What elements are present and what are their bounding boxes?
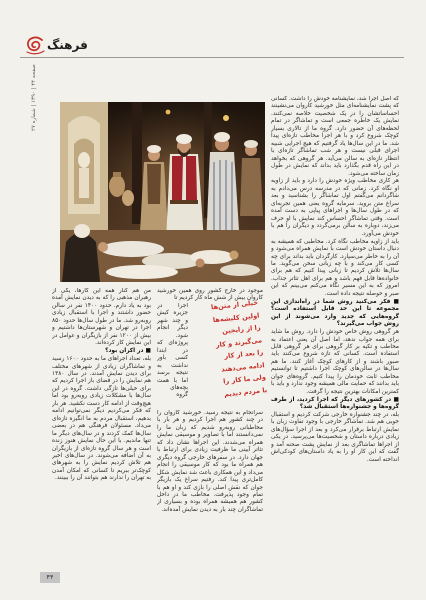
pull-quote-line: با مردم دیدیم bbox=[223, 385, 268, 399]
article-column-left bbox=[52, 288, 151, 564]
paragraph: سرانجام به نتیجه رسید. خورشید کاروان را در چند کشور هم اجرا کردیم و هر بار با مخاطبانی روبه‌رو شدیم که زبان ما را نمی‌دانستند اما با تصاویر و موسیقی نمایش همراه می‌شدند. این اجراها نشان داد که تئاتر آیینی ما ظرفیت زیادی برای ارتباط با جهان دارد. در سفرهای خارجی گروه دیگری هم همراه ما بود که کار موسیقی را انجام می‌داد و این همکاری باعث شد نمایش شکل کامل‌تری پیدا کند. رفتیم سراغ یک بازیگر جوان که نقش اصلی را بازی کند و او هم با تمام وجود پذیرفت. مخاطب ما در داخل کشور هم همیشه همراه بوده و بسیاری از تماشاگران چند بار به دیدن نمایش آمده‌اند. bbox=[157, 410, 263, 513]
pull-quote-line: خیلی از متن‌ها bbox=[210, 298, 259, 312]
stage-pillar bbox=[132, 102, 142, 224]
paragraph: که اصل اجرا شد، نمایشنامه خودش را داشت. کسانی که پشت نمایشنامه‌ای مثل خورشید کاروان می‌نشینند احساساتشان را در یک شخصیت خلاصه نمی‌کنند. نمایش یک خاطره جمعی است و تماشاگر در تمام لحظه‌های آن حضور دارد. گروه ما از تالاری بسیار کوچک شروع کرد و با هر اجرا مخاطب تازه‌ای پیدا شد. ما در این سال‌ها یاد گرفتیم که هیچ اجرایی شبیه اجرای قبلی نیست و هر شب تماشاگر تازه‌ای با انتظار تازه‌ای به سالن می‌آید. هر گروهی که بخواهد در این راه قدم بگذارد باید بداند که نمایش در طول زمان ساخته می‌شود. bbox=[271, 96, 399, 177]
paragraph: هر گروهی روش خاص خودش را دارد. روش ما شاید برای همه جواب ندهد، اما اصل آن یعنی اعتماد به مخاطب و تکیه بر کار گروهی برای هر گروهی قابل استفاده است. کسانی که تازه شروع می‌کنند باید صبور باشند و از کارهای کوچک آغاز کنند. ما هم سال‌ها در سالن‌های کوچک اجرا داشتیم تا توانستیم مخاطب ثابت خودمان را پیدا کنیم. گروه‌های جوان باید بدانند که حمایت مالی همیشه وجود ندارد و باید با کمترین امکانات بهترین نتیجه را گرفت. bbox=[271, 329, 399, 395]
interview-question: ■ در اکران بود؟ bbox=[105, 348, 151, 355]
pull-quote-line: می‌گیرند و کار bbox=[215, 335, 263, 349]
header-divider bbox=[20, 57, 404, 58]
stage-left-wall bbox=[60, 102, 108, 230]
interview-question: ■ فکر می‌کنید روش شما در راه‌اندازی این مجموعه تا این حد قابل استفاده است؟ گروه‌هایی که جدید وارد می‌شوند از این روش جواب می‌گیرند؟ bbox=[271, 298, 399, 328]
pull-quote-line: اولین کلیشه‌ها bbox=[212, 310, 260, 324]
issue-info-strip: صفحه ۴۴ | ۱۳۹۰ | شماره ۲۷ bbox=[31, 64, 37, 131]
pull-quote-line: ولی ما کار را bbox=[222, 373, 267, 386]
section-title: فرهنگ bbox=[47, 38, 88, 52]
pull-quote-line: را از رایجین bbox=[221, 323, 262, 336]
paragraph: هر کاری مخاطب ویژه خودش را دارد و باید از زاویه او نگاه کرد. زمانی که در مدرسه درس می‌دادم به شاگردانم می‌گفتم اول تماشاگر را بشناسید و بعد سراغ متن بروید. سرمایه گروه یعنی همین تجربه‌ای که در طول سال‌ها و اجراهای پیاپی به دست آمده است. وقتی تماشاگر احساس کند نمایش با او حرف می‌زند، دوباره به سالن برمی‌گردد و دیگران را هم با خودش می‌آورد. bbox=[271, 178, 399, 237]
paragraph: باید از زاویه مخاطب نگاه کرد. مخاطبی که همیشه به دنبال داستان خودش است با نمایش همراه می‌شود و آن را به خاطر می‌سپارد. کارگردان باید بداند برای چه کسی کار می‌کند و با چه زبانی سخن می‌گوید. ما سال‌ها تلاش کردیم تا زبانی پیدا کنیم که هم برای خانواده‌ها قابل فهم باشد و هم برای اهل تئاتر جذاب. امروز که به این مسیر نگاه می‌کنم می‌بینم که این صبر و حوصله نتیجه داده است. bbox=[271, 238, 399, 297]
interview-question: ■ در کشورهای دیگر که اجرا کردید، از طرف گروه‌ها و جشنواره‌ها استقبال شد؟ bbox=[271, 396, 399, 411]
page-number: ۴۴ bbox=[40, 572, 60, 583]
paragraph: من هم کنار همه این کارها، یکی از رهبران مذهبی را که به دیدن نمایش آمده بود به یاد دارم. حدود ۱۴۰۰ نفر در سالن حضور داشتند و اجرا با استقبال زیادی روبه‌رو شد. ما در طول سال‌ها حدود ۸۵۰ اجرا در تهران و شهرستان‌ها داشتیم و بیش از ۱۲۰۰ نفر از بازیگران و عوامل در این نمایش کار کرده‌اند. bbox=[52, 288, 151, 347]
stage-photo-graphic bbox=[60, 102, 265, 282]
pull-quote bbox=[186, 297, 268, 408]
article-column-middle-narrow bbox=[157, 303, 188, 408]
stage-lamp bbox=[166, 110, 171, 115]
paragraph: موجود در خارج کشور روی همین خورشید کاروان بیش از شش ماه کار کردیم تا bbox=[157, 288, 263, 302]
paragraph: اجرا در جزیره کیش و چند شهر دیگر انجام شود. پروژه‌ای که در ابتدا کسی باور نداشت به نتیجه برسد اما با همت بچه‌های گروه bbox=[157, 303, 188, 399]
paragraph: بله، تعداد اجراهای ما به حدود ۱۶۰۰ رسید و تماشاگران زیادی از شهرهای مختلف برای دیدن نمایش آمدند. در سال ۱۳۸۰ هم نمایش را در فضای باز اجرا کردیم که برای خیلی‌ها تازگی داشت. گروه در این سال‌ها با مشکلات زیادی روبه‌رو بود اما هیچ‌وقت از ادامه کار دست نکشید. هر بار که فکر می‌کردیم دیگر نمی‌توانیم ادامه بدهیم، استقبال مردم به ما انگیزه تازه‌ای می‌داد. مسئولان فرهنگی هم در بعضی سال‌ها کمک کردند و در سال‌های دیگر ما تنها ماندیم. با این حال نمایش هنوز زنده است و هر سال گروه تازه‌ای از بازیگران به آن اضافه می‌شوند. در سال‌های اخیر هم تلاش کردیم نمایش را به شهرهای کوچک‌تر ببریم تا کسانی که امکان آمدن به تهران را ندارند هم بتوانند آن را ببینند. bbox=[52, 356, 151, 482]
paragraph: بله، در چند جشنواره خارجی شرکت کردیم و استقبال خوبی هم شد. تماشاگر خارجی با وجود تفاوت زبان با نمایش ارتباط برقرار می‌کرد و بعد از اجرا سؤال‌های زیادی درباره داستان و شخصیت‌ها می‌پرسید. در یکی از اجراها تماشاگری بعد از نمایش پشت صحنه آمد و گفت که این کار او را به یاد داستان‌های کودکی‌اش انداخته است. bbox=[271, 412, 399, 463]
article-column-right bbox=[271, 96, 399, 564]
swirl-ornament-icon bbox=[24, 34, 46, 56]
stage-lamp bbox=[223, 115, 229, 121]
article-column-middle bbox=[157, 410, 263, 564]
pull-quote-line: ادامه می‌دهند bbox=[220, 360, 265, 374]
stage-photo bbox=[60, 102, 265, 282]
pull-quote-line: را بعد از کار bbox=[223, 348, 264, 361]
